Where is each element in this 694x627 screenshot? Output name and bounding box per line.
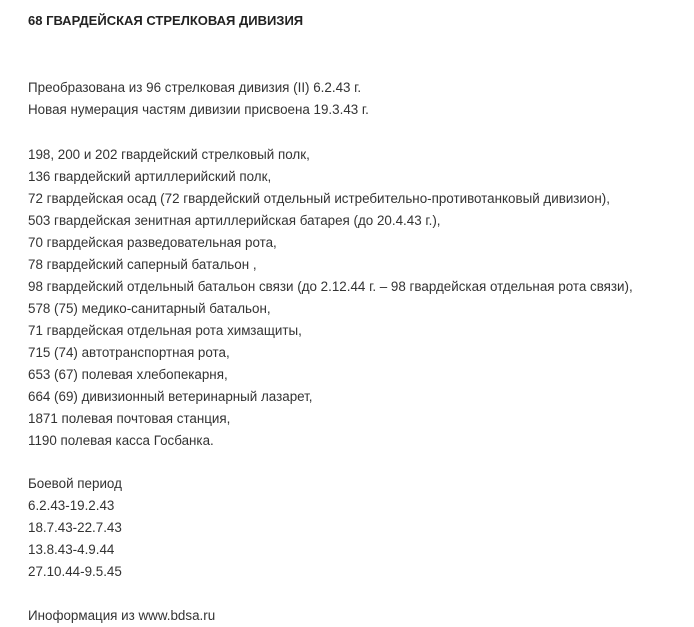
combat-period-item: 6.2.43-19.2.43 [28,498,115,513]
unit-item: 664 (69) дивизионный ветеринарный лазарет, [28,389,313,404]
unit-item: 653 (67) полевая хлебопекарня, [28,367,228,382]
unit-item: 71 гвардейская отдельная рота химзащиты, [28,323,302,338]
combat-period-block [28,473,122,583]
unit-item: 136 гвардейский артиллерийский полк, [28,169,272,184]
source-note [28,605,215,627]
unit-item: 1871 полевая почтовая станция, [28,411,231,426]
unit-item: 1190 полевая касса Госбанка. [28,433,214,448]
unit-item: 70 гвардейская разведовательная рота, [28,235,277,250]
intro-block [28,77,369,121]
units-list [28,144,633,452]
unit-item: 503 гвардейская зенитная артиллерийская батарея (до 20.4.43 г.), [28,213,441,228]
combat-period-heading: Боевой период [28,476,122,491]
combat-period-item: 13.8.43-4.9.44 [28,542,115,557]
combat-period-item: 27.10.44-9.5.45 [28,564,122,579]
unit-item: 78 гвардейский саперный батальон , [28,257,257,272]
unit-item: 98 гвардейский отдельный батальон связи (до 2.12.44 г. – 98 гвардейская отдельная рота связи), [28,279,633,294]
unit-item: 715 (74) автотранспортная рота, [28,345,230,360]
intro-line: Новая нумерация частям дивизии присвоена 19.3.43 г. [28,102,369,117]
intro-line: Преобразована из 96 стрелковая дивизия (II) 6.2.43 г. [28,80,362,95]
unit-item: 578 (75) медико-санитарный батальон, [28,301,271,316]
source-text: Иноформация из www.bdsa.ru [28,608,216,623]
unit-item: 198, 200 и 202 гвардейский стрелковый полк, [28,147,310,162]
combat-period-item: 18.7.43-22.7.43 [28,520,122,535]
page-title: 68 ГВАРДЕЙСКАЯ СТРЕЛКОВАЯ ДИВИЗИЯ [28,13,304,28]
unit-item: 72 гвардейская осад (72 гвардейский отдельный истребительно-противотанковый дивизион), [28,191,610,206]
